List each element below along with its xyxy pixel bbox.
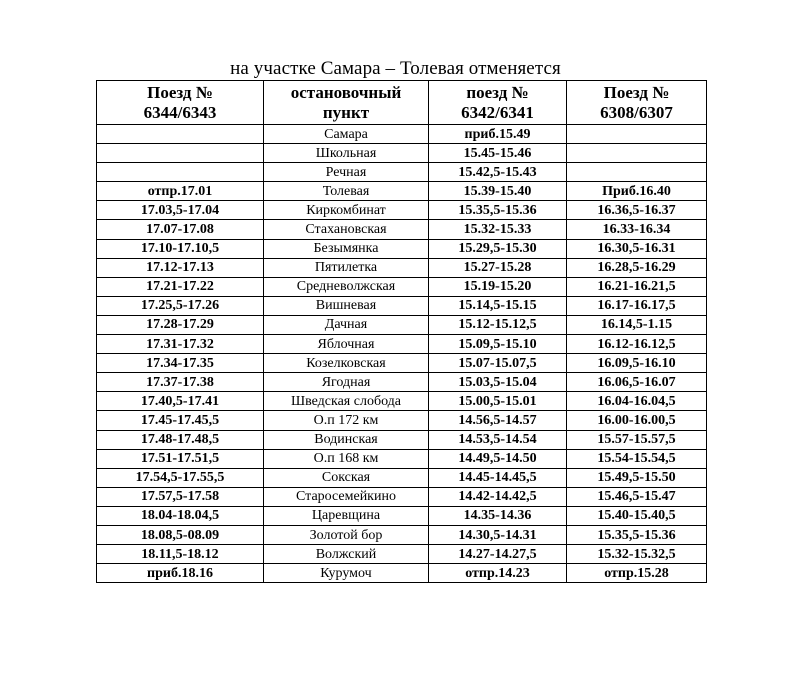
schedule-body	[97, 125, 707, 583]
table-row	[97, 335, 707, 354]
stop-name: Средневолжская	[264, 277, 429, 296]
train-6342-6341-time: приб.15.49	[429, 125, 567, 144]
train-6344-6343-time: 17.28-17.29	[97, 315, 264, 334]
train-6308-6307-time: 15.32-15.32,5	[567, 545, 707, 564]
header-train-6342-6341	[429, 81, 567, 125]
train-6344-6343-time: 17.54,5-17.55,5	[97, 468, 264, 487]
stop-name: Безымянка	[264, 239, 429, 258]
train-6308-6307-time	[567, 125, 707, 144]
table-row	[97, 487, 707, 506]
train-6308-6307-time: 16.09,5-16.10	[567, 354, 707, 373]
train-6308-6307-time: 16.04-16.04,5	[567, 392, 707, 411]
header-line: 6344/6343	[143, 102, 217, 122]
train-6344-6343-time: 17.40,5-17.41	[97, 392, 264, 411]
train-6308-6307-time: Приб.16.40	[567, 182, 707, 201]
train-6344-6343-time: 18.11,5-18.12	[97, 545, 264, 564]
train-6344-6343-time: 17.10-17.10,5	[97, 239, 264, 258]
stop-name: О.п 172 км	[264, 411, 429, 430]
train-6308-6307-time: 16.33-16.34	[567, 220, 707, 239]
train-6344-6343-time: 17.21-17.22	[97, 277, 264, 296]
stop-name: Толевая	[264, 182, 429, 201]
train-6342-6341-time: 15.00,5-15.01	[429, 392, 567, 411]
stop-name: Сокская	[264, 468, 429, 487]
train-6344-6343-time: 17.45-17.45,5	[97, 411, 264, 430]
header-line: Поезд №	[603, 82, 670, 102]
table-header-row	[97, 81, 707, 125]
train-6342-6341-time: 15.35,5-15.36	[429, 201, 567, 220]
train-6308-6307-time: 15.46,5-15.47	[567, 487, 707, 506]
train-6344-6343-time: 17.48-17.48,5	[97, 430, 264, 449]
train-6308-6307-time: 16.17-16.17,5	[567, 296, 707, 315]
table-row	[97, 239, 707, 258]
header-line: Поезд №	[147, 82, 213, 102]
train-6308-6307-time: 16.30,5-16.31	[567, 239, 707, 258]
train-6344-6343-time	[97, 144, 264, 163]
stop-name: Волжский	[264, 545, 429, 564]
table-row	[97, 125, 707, 144]
table-row	[97, 163, 707, 182]
train-6308-6307-time: 15.49,5-15.50	[567, 468, 707, 487]
train-6342-6341-time: 15.12-15.12,5	[429, 315, 567, 334]
table-row	[97, 182, 707, 201]
train-6344-6343-time: отпр.17.01	[97, 182, 264, 201]
train-6344-6343-time: 17.12-17.13	[97, 258, 264, 277]
table-row	[97, 220, 707, 239]
stop-name: Водинская	[264, 430, 429, 449]
train-6308-6307-time: 16.12-16.12,5	[567, 335, 707, 354]
train-6308-6307-time: 15.54-15.54,5	[567, 449, 707, 468]
schedule-table	[96, 80, 707, 583]
train-6342-6341-time: 14.30,5-14.31	[429, 525, 567, 544]
table-row	[97, 277, 707, 296]
train-6342-6341-time: 15.42,5-15.43	[429, 163, 567, 182]
train-6344-6343-time: 18.08,5-08.09	[97, 525, 264, 544]
table-row	[97, 392, 707, 411]
train-6342-6341-time: отпр.14.23	[429, 564, 567, 583]
table-row	[97, 545, 707, 564]
page-title: на участке Самара – Толевая отменяется	[230, 58, 561, 79]
table-row	[97, 354, 707, 373]
train-6342-6341-time: 15.03,5-15.04	[429, 373, 567, 392]
train-6344-6343-time: 17.07-17.08	[97, 220, 264, 239]
train-6342-6341-time: 14.56,5-14.57	[429, 411, 567, 430]
train-6308-6307-time: отпр.15.28	[567, 564, 707, 583]
table-row	[97, 296, 707, 315]
train-6344-6343-time: 17.37-17.38	[97, 373, 264, 392]
stop-name: Школьная	[264, 144, 429, 163]
stop-name: Вишневая	[264, 296, 429, 315]
train-6342-6341-time: 14.45-14.45,5	[429, 468, 567, 487]
train-6342-6341-time: 15.19-15.20	[429, 277, 567, 296]
train-6342-6341-time: 14.27-14.27,5	[429, 545, 567, 564]
stop-name: Киркомбинат	[264, 201, 429, 220]
train-6344-6343-time: 17.25,5-17.26	[97, 296, 264, 315]
table-row	[97, 411, 707, 430]
train-6342-6341-time: 14.49,5-14.50	[429, 449, 567, 468]
stop-name: Стахановская	[264, 220, 429, 239]
train-6342-6341-time: 15.09,5-15.10	[429, 335, 567, 354]
stop-name: Старосемейкино	[264, 487, 429, 506]
train-6342-6341-time: 15.32-15.33	[429, 220, 567, 239]
train-6342-6341-time: 15.45-15.46	[429, 144, 567, 163]
stop-name: Шведская слобода	[264, 392, 429, 411]
header-line: поезд №	[466, 82, 529, 102]
header-line: 6342/6341	[461, 102, 534, 122]
stop-name: Золотой бор	[264, 525, 429, 544]
train-6342-6341-time: 15.39-15.40	[429, 182, 567, 201]
train-6344-6343-time: 17.03,5-17.04	[97, 201, 264, 220]
stop-name: Курумоч	[264, 564, 429, 583]
table-row	[97, 564, 707, 583]
header-line: остановочный	[290, 82, 402, 102]
header-train-6344-6343	[97, 81, 264, 125]
train-6308-6307-time: 16.06,5-16.07	[567, 373, 707, 392]
train-6342-6341-time: 15.29,5-15.30	[429, 239, 567, 258]
table-row	[97, 201, 707, 220]
train-6344-6343-time: 18.04-18.04,5	[97, 506, 264, 525]
train-6342-6341-time: 14.53,5-14.54	[429, 430, 567, 449]
train-6308-6307-time	[567, 144, 707, 163]
stop-name: Яблочная	[264, 335, 429, 354]
train-6344-6343-time: 17.51-17.51,5	[97, 449, 264, 468]
table-row	[97, 258, 707, 277]
stop-name: Речная	[264, 163, 429, 182]
train-6308-6307-time: 15.57-15.57,5	[567, 430, 707, 449]
table-row	[97, 373, 707, 392]
stop-name: Козелковская	[264, 354, 429, 373]
train-6308-6307-time: 16.21-16.21,5	[567, 277, 707, 296]
table-row	[97, 525, 707, 544]
header-line: 6308/6307	[600, 102, 673, 122]
train-6308-6307-time: 16.00-16.00,5	[567, 411, 707, 430]
stop-name: Дачная	[264, 315, 429, 334]
train-6308-6307-time: 15.35,5-15.36	[567, 525, 707, 544]
stop-name: О.п 168 км	[264, 449, 429, 468]
train-6344-6343-time: приб.18.16	[97, 564, 264, 583]
train-6344-6343-time	[97, 163, 264, 182]
train-6308-6307-time: 15.40-15.40,5	[567, 506, 707, 525]
table-row	[97, 506, 707, 525]
train-6308-6307-time: 16.28,5-16.29	[567, 258, 707, 277]
train-6308-6307-time	[567, 163, 707, 182]
header-line: пункт	[322, 102, 370, 122]
train-6344-6343-time: 17.31-17.32	[97, 335, 264, 354]
train-6342-6341-time: 14.42-14.42,5	[429, 487, 567, 506]
table-row	[97, 449, 707, 468]
train-6344-6343-time	[97, 125, 264, 144]
train-6342-6341-time: 15.07-15.07,5	[429, 354, 567, 373]
train-6342-6341-time: 15.27-15.28	[429, 258, 567, 277]
stop-name: Пятилетка	[264, 258, 429, 277]
table-row	[97, 315, 707, 334]
stop-name: Ягодная	[264, 373, 429, 392]
train-6342-6341-time: 14.35-14.36	[429, 506, 567, 525]
table-row	[97, 144, 707, 163]
train-6342-6341-time: 15.14,5-15.15	[429, 296, 567, 315]
header-stop-point	[264, 81, 429, 125]
table-row	[97, 468, 707, 487]
train-6308-6307-time: 16.14,5-1.15	[567, 315, 707, 334]
stop-name: Царевщина	[264, 506, 429, 525]
stop-name: Самара	[264, 125, 429, 144]
train-6308-6307-time: 16.36,5-16.37	[567, 201, 707, 220]
table-row	[97, 430, 707, 449]
header-train-6308-6307	[567, 81, 707, 125]
train-6344-6343-time: 17.34-17.35	[97, 354, 264, 373]
train-6344-6343-time: 17.57,5-17.58	[97, 487, 264, 506]
